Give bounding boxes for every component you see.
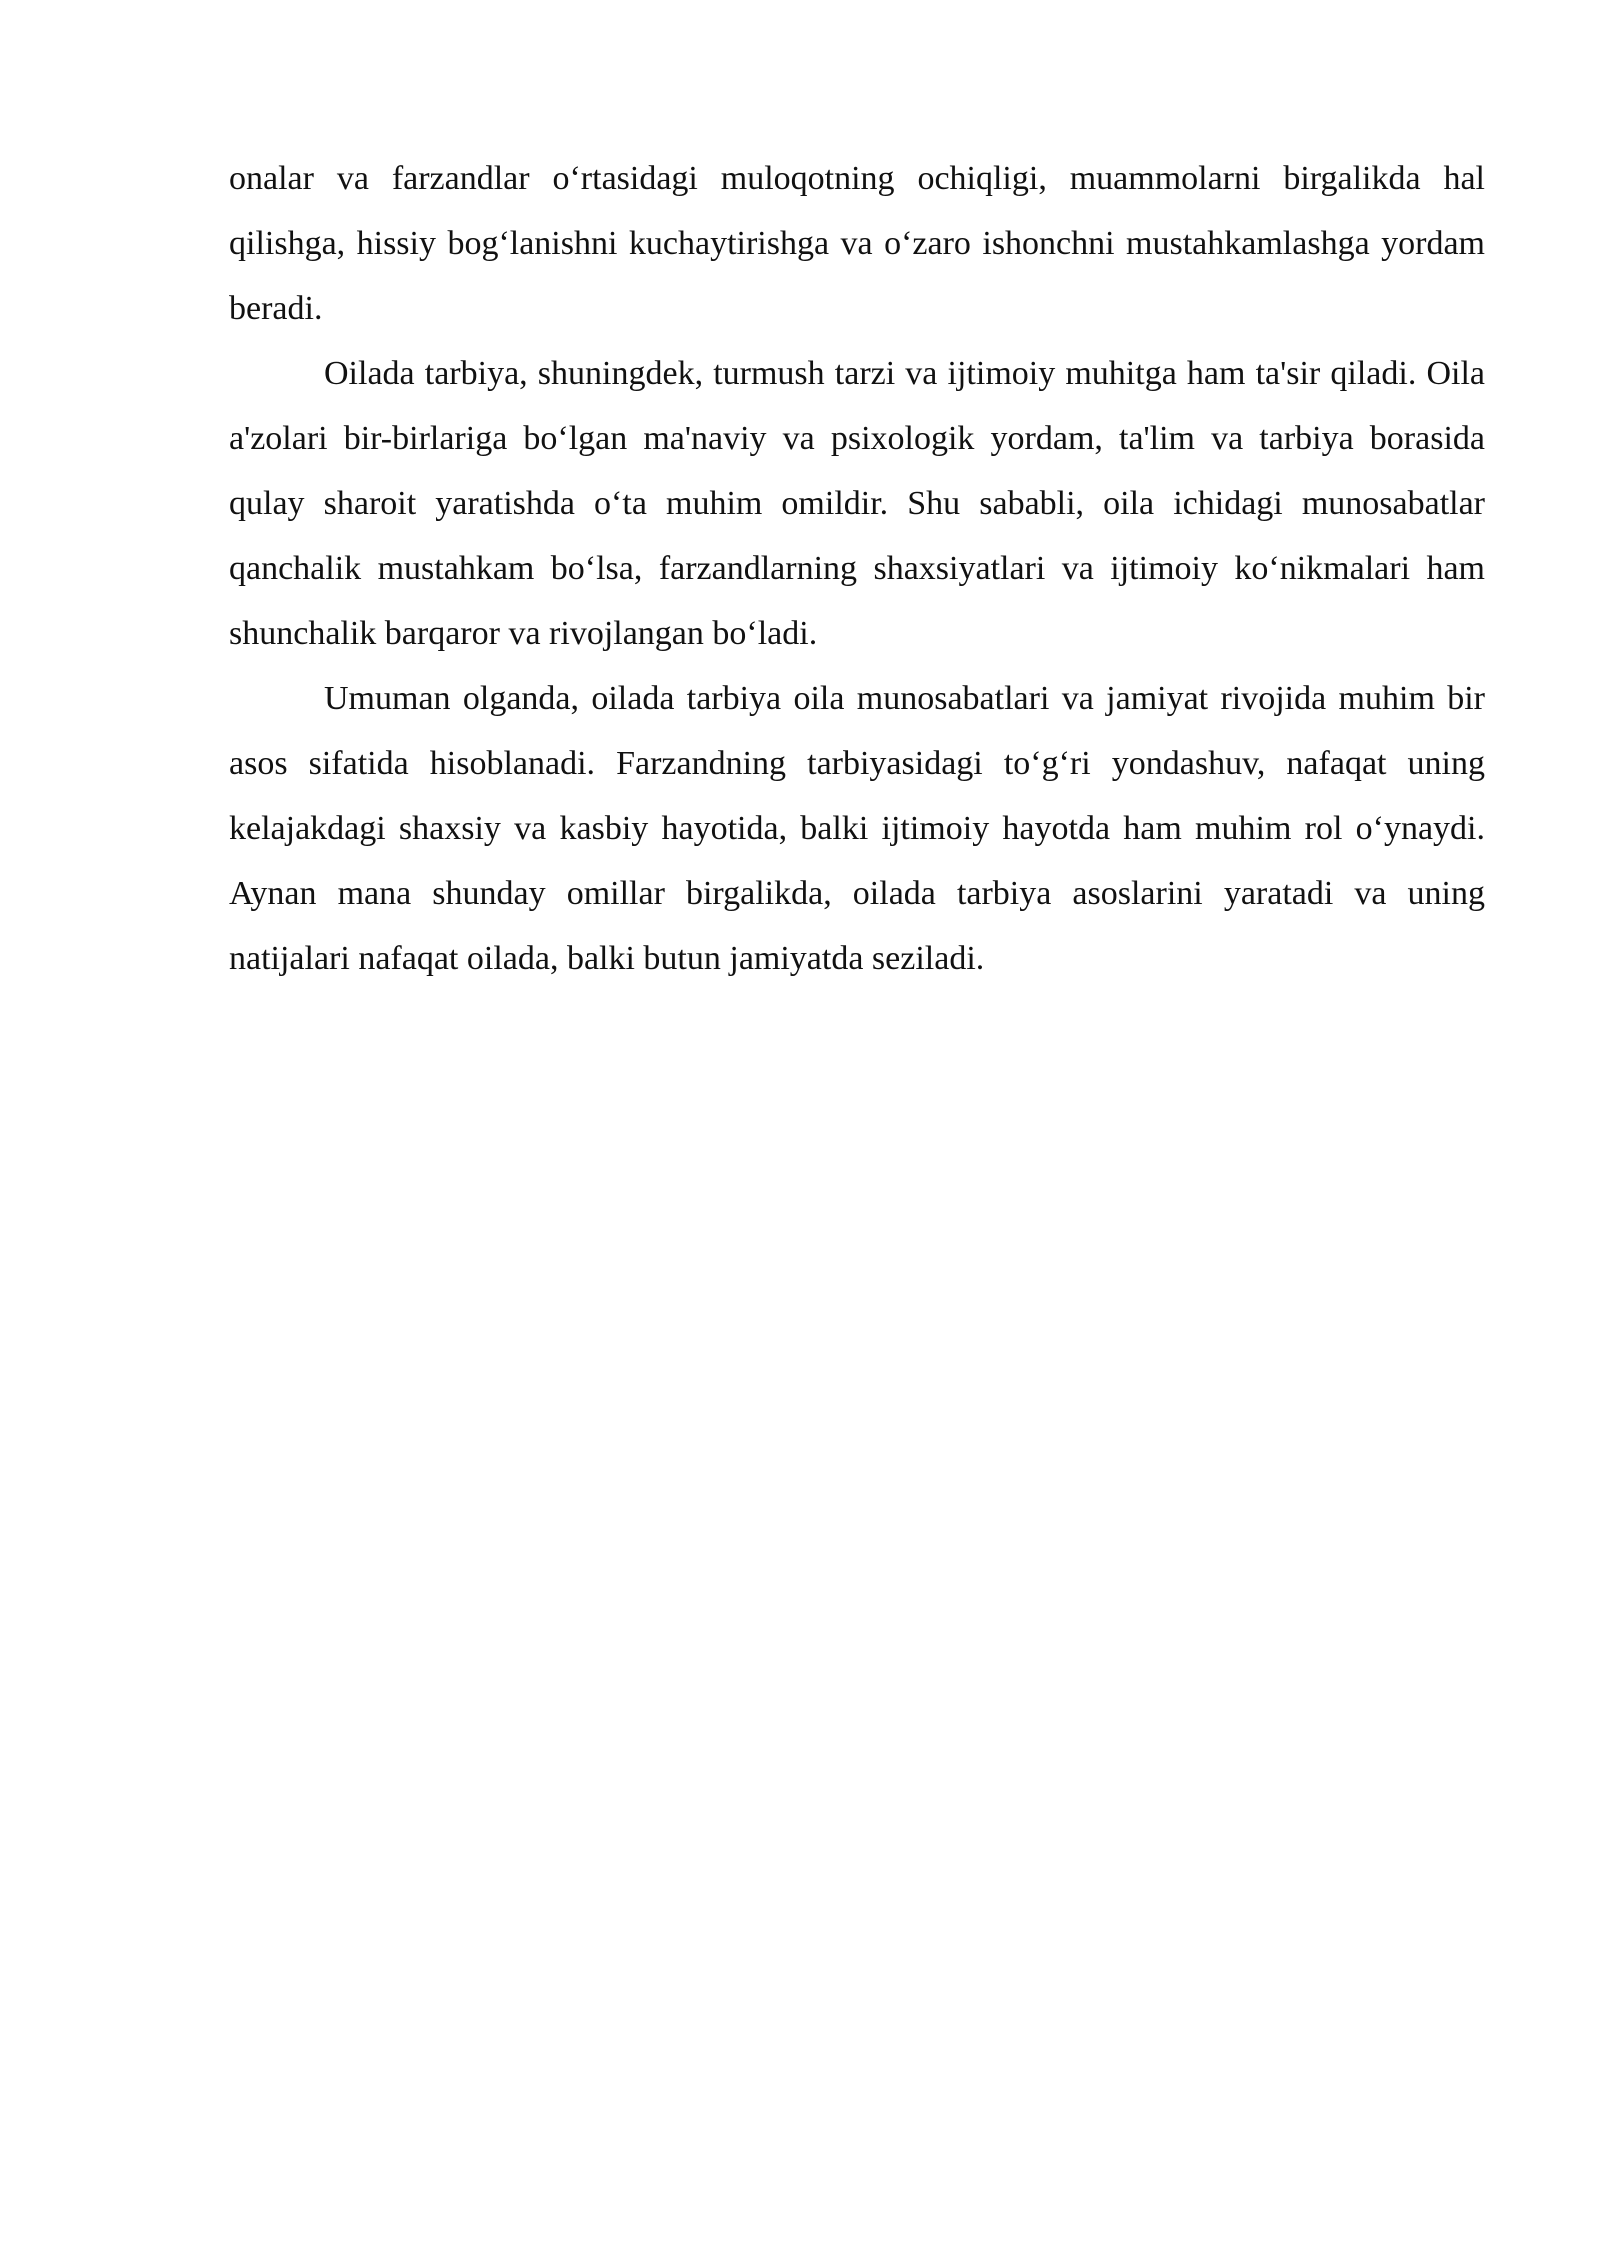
body-text [229, 146, 1485, 991]
paragraph-conclusion: Umuman olganda, oilada tarbiya oila munosabatlari va jamiyat rivojida muhim bir asos sifatida hisoblanadi. Farzandning tarbiyasidagi to‘g‘ri yondashuv, nafaqat uning kelajakdagi shaxsiy va kasbiy hayotida, balki ijtimoiy hayotda ham muhim rol o‘ynaydi. Aynan mana shunday omillar birgalikda, oilada tarbiya asoslarini yaratadi va uning natijalari nafaqat oilada, balki butun jamiyatda seziladi. [229, 680, 1485, 977]
paragraph-continuation: onalar va farzandlar o‘rtasidagi muloqotning ochiqligi, muammolarni birgalikda hal qilishga, hissiy bog‘lanishni kuchaytirishga va o‘zaro ishonchni mustahkamlashga yordam beradi. [229, 160, 1485, 327]
paragraph-family-upbringing: Oilada tarbiya, shuningdek, turmush tarzi va ijtimoiy muhitga ham ta'sir qiladi. Oila a'zolari bir-birlariga bo‘lgan ma'naviy va psixologik yordam, ta'lim va tarbiya borasida qulay sharoit yaratishda o‘ta muhim omildir. Shu sababli, oila ichidagi munosabatlar qanchalik mustahkam bo‘lsa, farzandlarning shaxsiyatlari va ijtimoiy ko‘nikmalari ham shunchalik barqaror va rivojlangan bo‘ladi. [229, 355, 1485, 652]
